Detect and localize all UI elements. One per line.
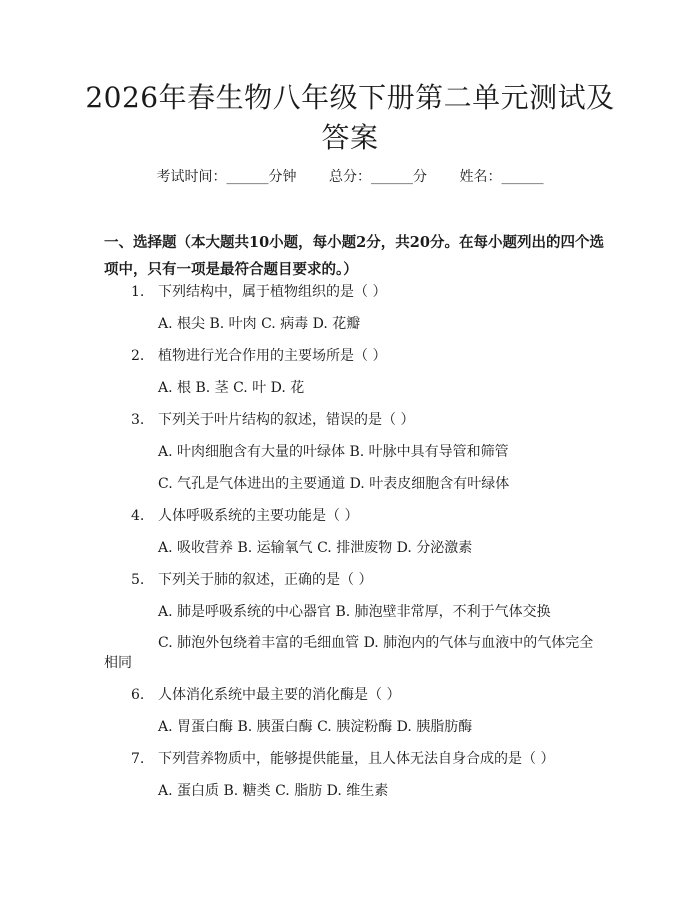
question-text: 下列关于叶片结构的叙述，错误的是（ ） [158,412,415,428]
question-number: 5. [131,572,145,588]
question-text: 人体消化系统中最主要的消化酶是（ ） [158,687,401,703]
question-options: A. 叶肉细胞含有大量的叶绿体 B. 叶脉中具有导管和筛管 [158,444,509,460]
question-number: 3. [131,412,145,428]
question-text: 下列关于肺的叙述，正确的是（ ） [158,572,373,588]
question-number: 2. [131,348,145,364]
question-options: C. 气孔是气体进出的主要通道 D. 叶表皮细胞含有叶绿体 [158,476,510,492]
document-title: 2026年春生物八年级下册第二单元测试及答案 [85,81,615,154]
question-number: 6. [131,687,145,703]
student-name-field: 姓名：______ [459,169,544,185]
question-text: 下列营养物质中，能够提供能量，且人体无法自身合成的是（ ） [158,751,555,767]
question-options: A. 胃蛋白酶 B. 胰蛋白酶 C. 胰淀粉酶 D. 胰脂肪酶 [158,719,473,735]
exam-info-line [0,167,700,187]
question-options: A. 根 B. 茎 C. 叶 D. 花 [158,380,305,396]
question-options: C. 肺泡外包绕着丰富的毛细血管 D. 肺泡内的气体与血液中的气体完全 [158,635,594,651]
section-heading: 一、选择题（本大题共10小题，每小题2分，共20分。在每小题列出的四个选项中，只有一项是最符合题目要求的。） [104,234,604,278]
question-options: A. 吸收营养 B. 运输氧气 C. 排泄废物 D. 分泌激素 [158,540,473,556]
total-score-field: 总分：______分 [329,169,427,185]
question-number: 7. [131,751,145,767]
exam-time-field: 考试时间：______分钟 [156,169,297,185]
question-options: A. 肺是呼吸系统的中心器官 B. 肺泡壁非常厚，不利于气体交换 [158,604,551,620]
question-text: 植物进行光合作用的主要场所是（ ） [158,348,387,364]
question-text: 下列结构中，属于植物组织的是（ ） [158,284,387,300]
question-options: A. 根尖 B. 叶肉 C. 病毒 D. 花瓣 [158,316,361,332]
question-text: 人体呼吸系统的主要功能是（ ） [158,508,359,524]
question-number: 4. [131,508,145,524]
question-options-continuation: 相同 [104,655,132,671]
question-number: 1. [131,284,145,300]
question-options: A. 蛋白质 B. 糖类 C. 脂肪 D. 维生素 [158,783,389,799]
